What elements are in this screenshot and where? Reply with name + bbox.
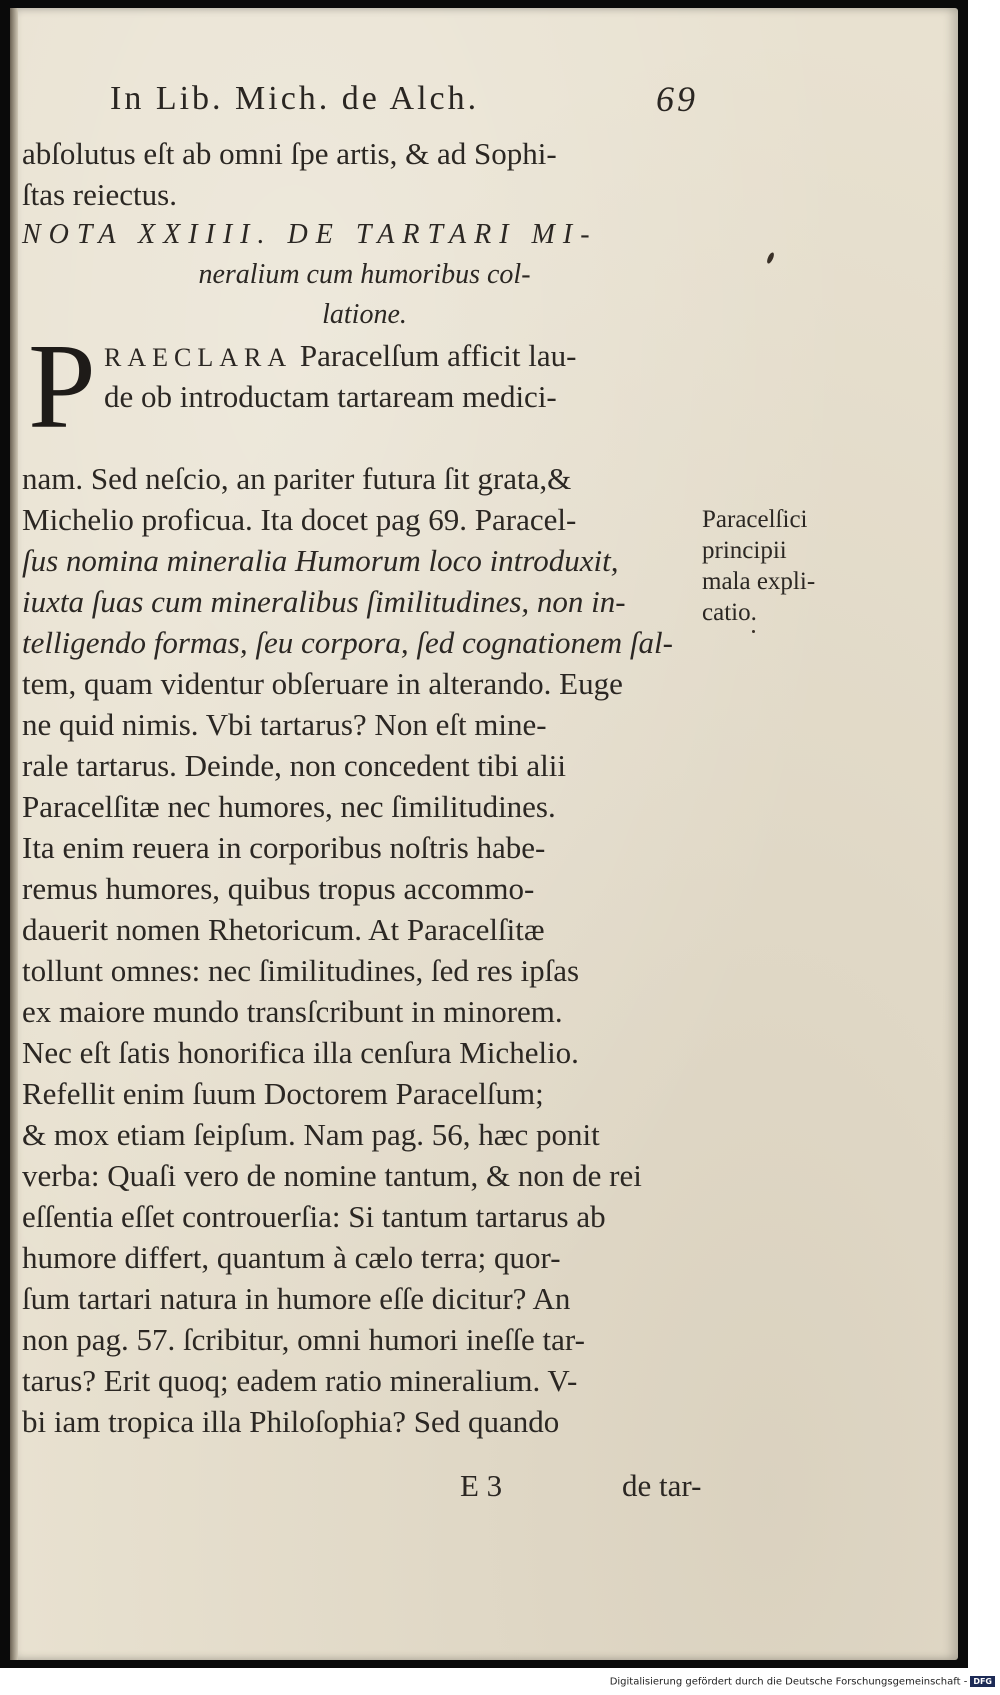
ink-speck (766, 252, 776, 265)
initial-word-rest: RAECLARA (104, 343, 293, 372)
text-line: dauerit nomen Rhetoricum. At Paracelſitæ (22, 912, 545, 947)
text-line: bi iam tropica illa Philoſophia? Sed quando (22, 1404, 560, 1439)
text-line: remus humores, quibus tropus accommo- (22, 871, 535, 906)
marginal-note (702, 504, 872, 628)
text-line: telligendo formas, ſeu corpora, ſed cognationem ſal- (22, 625, 673, 660)
text-line: ſtas reiectus. (22, 177, 177, 212)
section-heading-line-2: neralium cum humoribus col- (198, 259, 531, 290)
margin-note-line: Paracelſici (702, 506, 808, 533)
text-line: ſus nomina mineralia Humorum loco introduxit, (22, 543, 619, 578)
margin-note-line: principii (702, 537, 787, 564)
text-line: iuxta ſuas cum mineralibus ſimilitudines, non in- (22, 584, 626, 619)
page-gutter (10, 8, 18, 1660)
initial-paragraph-start (22, 319, 707, 458)
text-line: tarus? Erit quoq; eadem ratio mineralium. V- (22, 1363, 578, 1398)
text-line: tem, quam videntur obſeruare in alterando. Euge (22, 666, 623, 701)
text-line: ſum tartari natura in humore eſſe dicitur? An (22, 1281, 571, 1316)
margin-note-line: mala expli- (702, 568, 816, 595)
ink-speck (752, 630, 755, 633)
running-title: In Lib. Mich. de Alch. (110, 80, 480, 117)
text-line: eſſentia eſſet controuerſia: Si tantum tartarus ab (22, 1199, 606, 1234)
initial-line-1-tail: Paracelſum afficit lau- (299, 338, 577, 373)
dfg-notice-text: Digitalisierung gefördert durch die Deutsche Forschungsgemeinschaft - (609, 1676, 968, 1688)
drop-cap-initial: P (28, 319, 96, 454)
text-line: Nec eſt ſatis honorifica illa cenſura Michelio. (22, 1035, 579, 1070)
text-line: ex maiore mundo transſcribunt in minorem. (22, 994, 563, 1029)
text-line: rale tartarus. Deinde, non concedent tibi alii (22, 748, 567, 783)
text-line: Michelio proficua. Ita docet pag 69. Paracel- (22, 502, 577, 537)
text-line: humore differt, quantum à cælo terra; quor- (22, 1240, 561, 1275)
book-page (10, 8, 958, 1660)
text-line: tollunt omnes: nec ſimilitudines, ſed res ipſas (22, 953, 580, 988)
page-footer (10, 1468, 710, 1512)
text-line: nam. Sed neſcio, an pariter futura ſit grata,& (22, 461, 572, 496)
text-line: & mox etiam ſeipſum. Nam pag. 56, hæc ponit (22, 1117, 600, 1152)
text-line: Ita enim reuera in corporibus noſtris habe- (22, 830, 546, 865)
section-heading-line-3: latione. (322, 299, 407, 330)
text-line: ne quid nimis. Vbi tartarus? Non eſt mine- (22, 707, 547, 742)
initial-line-2: de ob introductam tartaream medici- (104, 379, 557, 414)
text-line: Refellit enim ſuum Doctorem Paracelſum; (22, 1076, 544, 1111)
dfg-funding-notice (600, 1676, 995, 1692)
dfg-logo-icon: DFG (970, 1676, 995, 1687)
catchword: de tar- (622, 1468, 702, 1503)
page-number: 69 (656, 79, 698, 119)
body-lines (22, 458, 707, 1442)
main-text-block (22, 133, 707, 1442)
text-line: Paracelſitæ nec humores, nec ſimilitudines. (22, 789, 556, 824)
text-line: abſolutus eſt ab omni ſpe artis, & ad Sophi- (22, 136, 557, 171)
running-header (110, 80, 710, 120)
text-line: non pag. 57. ſcribitur, omni humori ineſſe tar- (22, 1322, 585, 1357)
signature-mark: E 3 (460, 1468, 503, 1503)
text-line: verba: Quaſi vero de nomine tantum, & non de rei (22, 1158, 642, 1193)
section-heading-line-1: NOTA XXIIII. DE TARTARI MI- (22, 219, 598, 250)
margin-note-line: catio. (702, 599, 757, 626)
